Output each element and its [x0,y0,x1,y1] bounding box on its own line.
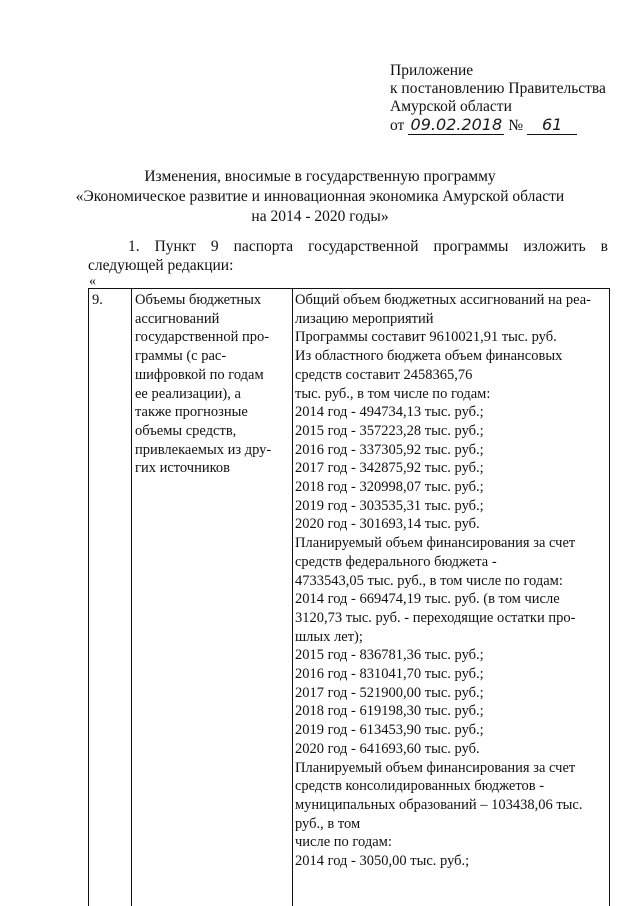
content-text [293,289,609,873]
label-line: граммы (с рас- [135,348,227,365]
content-line: 2018 год - 619198,30 тыс. руб.; [295,703,484,720]
intro-paragraph: 1. Пункт 9 паспорта государственной программы изложить в следующей редакции: [88,238,608,274]
content-line: 2016 год - 337305,92 тыс. руб.; [295,441,484,458]
content-line: 2017 год - 521900,00 тыс. руб.; [295,684,484,701]
content-line: 2015 год - 357223,28 тыс. руб.; [295,422,484,439]
content-line: 2017 год - 342875,92 тыс. руб.; [295,460,484,477]
content-line: 2014 год - 669474,19 тыс. руб. (в том числе [295,591,560,608]
content-line: шлых лет); [295,628,363,645]
content-line: Планируемый объем финансирования за счет [295,759,576,776]
label-line: ассигнований [135,310,220,327]
content-line: лизацию мероприятий [295,310,434,327]
content-line: средств составит 2458365,76 [295,366,473,383]
date-number-line [390,116,606,135]
content-line: числе по годам: [295,834,392,851]
content-line: Общий объем бюджетных ассигнований на реа- [295,292,591,308]
content-line: 3120,73 тыс. руб. - переходящие остатки про- [295,609,576,626]
content-line: 2018 год - 320998,07 тыс. руб.; [295,479,484,496]
content-line: 2015 год - 836781,36 тыс. руб.; [295,647,484,664]
content-line: 2019 год - 303535,31 тыс. руб.; [295,497,484,514]
content-line: средств федерального бюджета - [295,553,497,570]
label-cell [132,289,293,906]
number-sign: № [508,117,524,134]
label-line: также прогнозные [135,404,248,421]
label-line: шифровкой по годам [135,366,264,383]
content-line: 4733543,05 тыс. руб., в том числе по годам: [295,572,563,589]
content-line: 2020 год - 301693,14 тыс. руб. [295,516,480,533]
content-line: 2016 год - 831041,70 тыс. руб.; [295,666,484,683]
content-line: 2019 год - 613453,90 тыс. руб.; [295,722,484,739]
title-line-1: Изменения, вносимые в государственную программу [144,168,496,185]
content-line: средств консолидированных бюджетов - [295,778,545,795]
content-cell [293,289,609,906]
label-line: Объемы бюджетных [135,292,262,308]
handwritten-date: 09.02.2018 [408,116,504,135]
region-name: Амурской области [390,98,512,115]
title-line-3: на 2014 - 2020 годы» [251,208,389,225]
label-line: привлекаемых из дру- [135,441,272,458]
date-prefix: от [390,117,405,134]
passport-table [88,288,610,906]
appendix-header [390,62,606,135]
label-line: объемы средств, [135,422,237,439]
row-number-cell [89,289,132,906]
title-line-2: «Экономическое развитие и инновационная экономика Амурской области [75,188,565,205]
content-line: Программы составит 9610021,91 тыс. руб. [295,329,557,346]
label-line: ее реализации), а [135,385,241,402]
content-line: 2014 год - 3050,00 тыс. руб.; [295,853,470,870]
content-line: тыс. руб., в том числе по годам: [295,385,491,402]
content-line: муниципальных образований – 103438,06 тыс. [295,796,583,813]
content-line: 2014 год - 494734,13 тыс. руб.; [295,404,484,421]
label-line: государственной про- [135,329,270,346]
content-line: Планируемый объем финансирования за счет [295,535,576,552]
content-line: Из областного бюджета объем финансовых [295,348,563,365]
content-line: руб., в том [295,815,361,832]
label-line: гих источников [135,460,231,477]
label-text [132,289,292,480]
resolution-reference: к постановлению Правительства [390,80,606,97]
handwritten-number: 61 [527,116,577,135]
appendix-label: Приложение [390,62,474,79]
content-line: 2020 год - 641693,60 тыс. руб. [295,740,480,757]
document-title [0,167,640,227]
opening-quote-mark: « [89,274,96,289]
row-number: 9. [92,292,103,308]
